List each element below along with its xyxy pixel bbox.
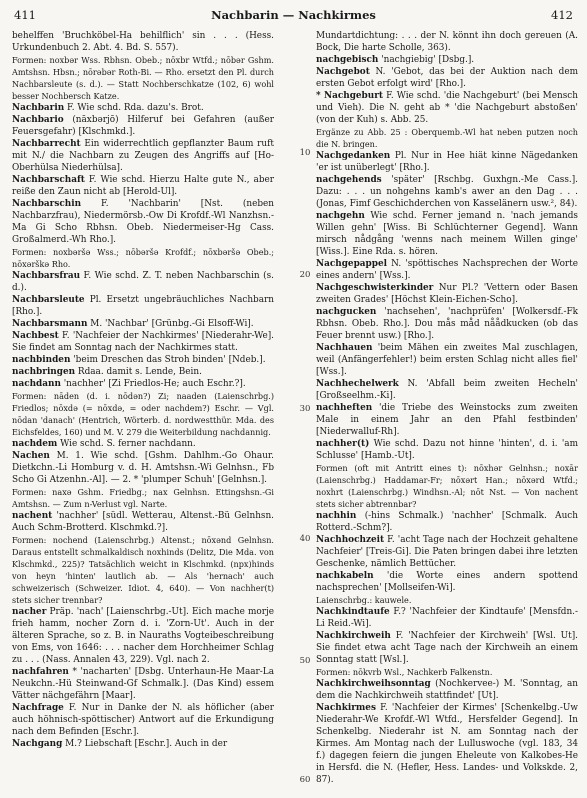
right-page-number: 412 [551,8,573,22]
headword: Nachgepappel [316,259,387,269]
dictionary-entry: Nachhochzeit F. 'acht Tage nach der Hochzeit gehaltene Nachfeier' [Treis-Gi]. Die Paten bringen dabei ihre letzten Geschenke, nämlich Bettücher. [316,535,578,569]
headword: nachgehn [316,211,365,221]
headword: nachhin [316,511,357,521]
dictionary-entry: nachdem Wie schd. S. ferner nachdann. [12,439,196,449]
line-number: 20 [299,270,311,280]
dictionary-entry: Nachfrage F. Nur in Danke der N. als höflicher (aber auch höhnisch-spöttischer) Antwort auf die Erkundigung nach dem Befinden [Eschr.]. [12,703,274,737]
dictionary-entry: nachgucken 'nachsehen', 'nachprüfen' [Wolkersdf.-Fk Rbhsn. Obeb. Rho.]. Dou mås måd nåådkucken (ob das Feuer brennt usw.) [Rho.]. [316,307,578,341]
dictionary-entry: nachgehn Wie schd. Ferner jemand n. 'nach jemands Willen gehn' [Wiss. Bi Schlüchterner Gegend]. Wann mirsch nådgång 'wenns nach meinem Willen ginge' [Wiss.]. Eine Rda. s. hören. [316,211,578,257]
headword: nachkabeln [316,571,374,581]
headword: nachbringen [12,367,76,377]
dictionary-entry: Laienschrbg.: kauwele. [316,595,412,605]
dictionary-entry: Nachbarsleute Pl. Ersetzt ungebräuchliches Nachbarn [Rho.]. [12,295,274,317]
headword: nachdann [12,379,61,389]
dictionary-entry: Nachkirchweihsonntag (Nochkervee-) M. 'Sonntag, an dem die Nachkirchweih stattfindet' [Ut]. [316,679,578,701]
dictionary-entry: * Nachgeburt F. Wie schd. 'die Nachgeburt' (bei Mensch und Vieh). Die N. geht ab * 'die Nachgeburt abstoßen' (von der Kuh) s. Abb. 25. [316,91,578,125]
headword: * Nachgeburt [316,91,383,101]
dictionary-entry: Nachgang M.? Liebschaft [Eschr.]. Auch in der [12,739,228,749]
dictionary-entry: Formen: noxbəršə Wss.; nōbəršə Krofdf.; nōxbəršə Obeb.; nōxərškə Rho. [12,247,274,269]
line-number: 60 [299,775,311,785]
dictionary-entry: Formen: noxbər Wss. Rbhsn. Obeb.; nōxbr Wtfd.; nōbər Gshm. Amtshsn. Hbsn.; nōrəbər Roth-Bi. — Rho. ersetzt den Pl. durch Nachbarsleute (s. d.). — Statt Nochberschkatze (102, 6) wohl besser Nochbersch Katze. [12,55,274,101]
headword: Nachgebot [316,67,370,77]
dictionary-entry: Nachbarsmann M. 'Nachbar' [Grünbg.-Gi Elsoff-Wi]. [12,319,254,329]
headword: Nachkirmes [316,703,376,713]
line-number: 30 [299,404,311,414]
dictionary-entry: nachkabeln 'die Worte eines andern spottend nachsprechen' [Mollseifen-Wi]. [316,571,578,593]
dictionary-entry: Formen: nāden (d. i. nōdən?) Zi; naaden (Laienschrbg.) Friedlos; nōxdə (= nōxdə, = oder nachdem?) Eschr. — Vgl. nōdan 'danach' (Hentrich, Wörterb. d. nordwestthür. Mda. des Eichsfeldes, 160) und M. V. 279 die Weiterbildung nachdannig. [12,391,274,437]
dictionary-entry: Nachbario (nāxbərjō) Hilferuf bei Gefahren (außer Feuersgefahr) [Klschmkd.]. [12,115,274,137]
dictionary-entry: nachher(t) Wie schd. Dazu not hinne 'hinten', d. i. 'am Schlusse' [Hamb.-Ut]. [316,439,578,461]
dictionary-entry: nachgehends 'später' [Rschbg. Guxhgn.-Me Cass.]. Dazu: . . . un nohgehns kamb's awer an den Dag . . . (Jonas, Fimf Geschichderchen von Kasselänern usw.², 84). [316,175,578,209]
headword: Nachbest [12,331,59,341]
dictionary-entry: Nachbarrecht Ein widerrechtlich gepflanzter Baum ruft mit N./ die Nachbarn zu Zeugen des Angriffs auf [Ho-Oberhülsa Niederhülsa]. [12,139,274,173]
headword: Nachfrage [12,703,64,713]
dictionary-entry: nachent 'nachher' [südl. Wetterau, Altenst.-Bü Gelnhsn. Auch Schm-Brotterd. Klschmkd.?]. [12,511,274,533]
headword: nachent [12,511,53,521]
headword: Nachkirchweihsonntag [316,679,431,689]
dictionary-entry: Formen: nōkvrb Wsl., Nachkerb Falkenstn. [316,667,493,677]
headword: Nachbarin [12,103,65,113]
dictionary-entry: Nachgebot N. 'Gebot, das bei der Auktion nach dem ersten Gebot erfolgt wird' [Rho.]. [316,67,578,89]
dictionary-entry: nachbringen Rdaa. damit s. Lende, Bein. [12,367,202,377]
headword: nachgucken [316,307,377,317]
headword: nachher(t) [316,439,370,449]
headword: Nachgeschwisterkinder [316,283,434,293]
headword: nachgehends [316,175,382,185]
line-number: 40 [299,534,311,544]
left-page-number: 411 [14,8,36,22]
headword: nachdem [12,439,58,449]
line-number: 50 [299,656,311,666]
headword: Nachhechelwerk [316,379,399,389]
headword: Nachgang [12,739,63,749]
headword: Nachkindtaufe [316,607,390,617]
dictionary-entry: Nachbest F. 'Nachfeier der Nachkirmes' [Niederahr-We]. Sie findet am Sonntag nach der Nachkirmes statt. [12,331,274,353]
headword: Nachen [12,451,50,461]
headword: Nachhauen [316,343,373,353]
dictionary-entry: Nachhechelwerk N. 'Abfall beim zweiten Hecheln' [Großseelhm.-Ki]. [316,379,578,401]
headword: Nachgedanken [316,151,391,161]
headword: Nachbarsmann [12,319,88,329]
dictionary-entry: nachfahren * 'nacharten' [Dsbg. Unterhaun-He Maar-La Neukchn.-Hü Steinwand-Gf Schmalk.]. (Das Kind) essem Vätter nächgefährn [Maar]. [12,667,274,701]
dictionary-entry: nacher Präp. 'nach' [Laienschrbg.-Ut]. Eich mache morje frieh hamm, nocher Zorn d. i. 'Zorn-Ut'. Auch in der älteren Sprache, so z. B. in Nauraths Vogteibeschreibung von Ems, von 1646: . . . nacher dem Horchheimer Schlag zu . . . (Nass. Annalen 43, 229). Vgl. nach 2. [12,607,274,665]
dictionary-entry: Nachkindtaufe F.? 'Nachfeier der Kindtaufe' [Mensfdn.-Li Reid.-Wi]. [316,607,578,629]
dictionary-entry: nachdann 'nachher' [Zi Friedlos-He; auch Eschr.?]. [12,379,246,389]
right-column [316,30,578,786]
dictionary-entry: Nachkirmes F. 'Nachfeier der Kirmes' [Schenkelbg.-Uw Niederahr-We Krofdf.-Wl Wtfd., Hersfelder Gegend]. In Schenkelbg. Niederahr ist N. am Sonntag nach der Kirmes. Am Montag nach der Lulluswoche (vgl. 183, 34 f.) dagegen feiern die jungen Eheleute von Kalkobes-He in Hersfd. die N. (Hefler, Hess. Landes- und Volkskde. 2, 87). [316,703,578,785]
dictionary-entry: nachheften 'die Triebe des Weinstocks zum zweiten Male in einem Jahr an den Pfahl festbinden' [Niederwalluf-Rh]. [316,403,578,437]
headword: Nachbarschaft [12,175,85,185]
dictionary-entry: Mundartdichtung: . . . der N. könnt ihn doch gereuen (A. Bock, Die harte Scholle, 363). [316,31,578,53]
dictionary-entry: Formen: nochend (Laienschrbg.) Altenst.; nōxənd Gelnhsn. Daraus entstellt schmalkaldisch noxhinds (Delitz, Die Mda. von Klschmkd., 225)? Tatsächlich weicht in Klschmkd. (npx)hinds von heyn 'hinten' lautlich ab. — Als 'hernach' auch schweizerisch (Schweizer. Idiot. 4, 640). — Von nachher(t) stets sicher trennbar? [12,535,274,605]
dictionary-entry: nachbinden 'beim Dreschen das Stroh binden' [Ndeb.]. [12,355,266,365]
headword: Nachbarrecht [12,139,81,149]
left-column [12,30,274,750]
headword: nachgebisch [316,55,379,65]
dictionary-entry: Nachbarin F. Wie schd. Rda. dazu's. Brot. [12,103,204,113]
headword: Nachhochzeit [316,535,385,545]
line-number: 10 [299,148,311,158]
headword: nacher [12,607,47,617]
running-title: Nachbarin — Nachkirmes [211,8,376,22]
dictionary-entry: Nachbarschaft F. Wie schd. Hierzu Halte gute N., aber reiße den Zaun nicht ab [Herold-Ul]. [12,175,274,197]
dictionary-entry: Nachgeschwisterkinder Nur Pl.? 'Vettern oder Basen zweiten Grades' [Höchst Klein-Eichen-Scho]. [316,283,578,305]
dictionary-entry: Nachen M. 1. Wie schd. [Gshm. Dahlhm.-Go Ohaur. Dietkchn.-Li Homburg v. d. H. Amtshsn.-Wi Gelnhsn., Fb Scho Gi Atzenhn.-Al]. — 2. * 'plumper Schuh' [Gelnhsn.]. [12,451,274,485]
dictionary-entry: Nachhauen 'beim Mähen ein zweites Mal zuschlagen, weil (Anfängerfehler!) beim ersten Schlag nicht alles fiel' [Wss.]. [316,343,578,377]
headword: Nachbarsfrau [12,271,81,281]
headword: nachbinden [12,355,71,365]
dictionary-entry: Nachgedanken Pl. Nur in Hee hiät kinne Nägedanken 'er ist unüberlegt' [Rho.]. [316,151,578,173]
dictionary-entry: Nachbarsfrau F. Wie schd. Z. T. neben Nachbarschin (s. d.). [12,271,274,293]
headword: Nachbarsleute [12,295,85,305]
headword: Nachkirchweih [316,631,391,641]
dictionary-entry: nachhin (-hins Schmalk.) 'nachher' [Schmalk. Auch Rotterd.-Schm?]. [316,511,578,533]
headword: Nachbario [12,115,64,125]
headword: nachheften [316,403,373,413]
dictionary-entry: behelffen 'Bruchköbel-Ha behilflich' sin . . . (Hess. Urkundenbuch 2. Abt. 4. Bd. S. 557). [12,31,274,53]
dictionary-entry: Nachkirchweih F. 'Nachfeier der Kirchweih' [Wsl. Ut]. Sie findet etwa acht Tage nach der Kirchweih an einem Sonntag statt [Wsl.]. [316,631,578,665]
dictionary-entry: Nachbarschin F. 'Nachbarin' [Nst. (neben Nachbarzfrau), Niedermörsb.-Ow Di Krofdf.-Wl Nanzhsn.-Ma Gi Scho Rbhsn. Obeb. Niedermeiser-Hg Cass. Großalmerd.-Wh Rho.]. [12,199,274,245]
dictionary-entry: Formen (oft mit Antritt eines t): nōxhər Gelnhsn.; noxār (Laienschrbg.) Haddamar-Fr; nōxərt Han.; nōxərd Wtfd.; noxhrt (Laienschrbg.) Windhsn.-Al; nōt Nst. — Von nachent stets sicher abtrennbar? [316,463,578,509]
page-header [14,8,573,24]
dictionary-entry: Formen: naxə Gshm. Friedbg.; nax Gelnhsn. Ettingshsn.-Gi Amtshsn. — Zum n-Verlust vgl. Narte. [12,487,274,509]
headword: nachfahren [12,667,69,677]
dictionary-entry: Nachgepappel N. 'spöttisches Nachsprechen der Worte eines andern' [Wss.]. [316,259,578,281]
dictionary-entry: Ergänze zu Abb. 25 : Oberquemb.-Wl hat neben putzen noch die N. bringen. [316,127,578,149]
headword: Nachbarschin [12,199,82,209]
dictionary-entry: nachgebisch 'nachgiebig' [Dsbg.]. [316,55,475,65]
